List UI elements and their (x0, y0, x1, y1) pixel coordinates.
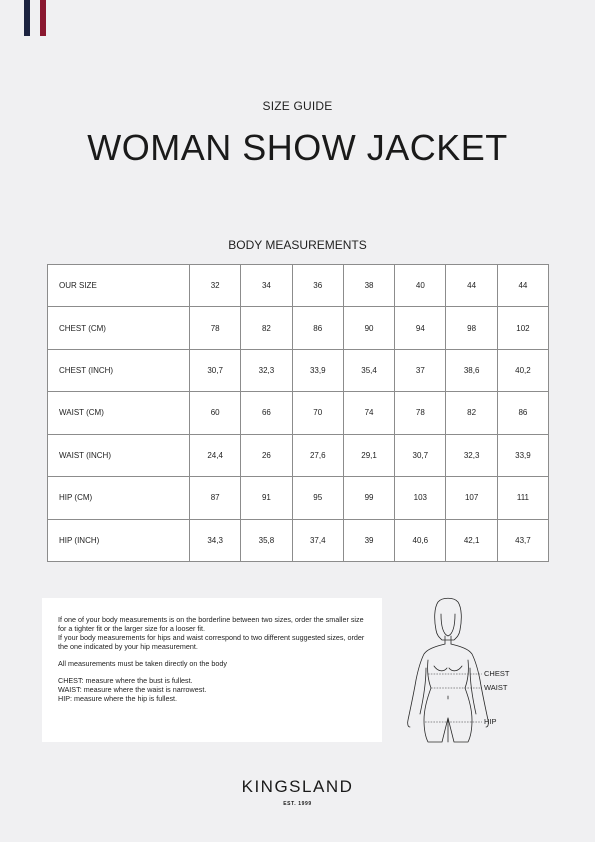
table-cell: 26 (241, 434, 292, 476)
navy-stripe (24, 0, 30, 36)
note-direct: All measurements must be taken directly on the body (58, 659, 227, 668)
table-cell: 82 (241, 307, 292, 349)
table-row (48, 477, 549, 519)
table-cell: 24,4 (190, 434, 241, 476)
white-stripe (32, 0, 38, 36)
table-cell: 38 (343, 265, 394, 307)
table-cell: 40,2 (497, 349, 548, 391)
table-cell: 103 (395, 477, 446, 519)
table-row (48, 265, 549, 307)
table-row (48, 392, 549, 434)
table-cell: 36 (292, 265, 343, 307)
table-row (48, 434, 549, 476)
table-cell: 95 (292, 477, 343, 519)
table-cell: 37 (395, 349, 446, 391)
table-cell: 86 (497, 392, 548, 434)
table-cell: 44 (446, 265, 497, 307)
table-cell: 40 (395, 265, 446, 307)
table-cell: 39 (343, 519, 394, 561)
table-cell: 34,3 (190, 519, 241, 561)
table-cell: 94 (395, 307, 446, 349)
table-cell: 33,9 (292, 349, 343, 391)
table-row (48, 519, 549, 561)
brand-stripes-logo (24, 0, 48, 36)
table-cell: 86 (292, 307, 343, 349)
table-cell: 42,1 (446, 519, 497, 561)
table-cell: 78 (395, 392, 446, 434)
table-cell: 38,6 (446, 349, 497, 391)
table-cell: 33,9 (497, 434, 548, 476)
note-hip: HIP: measure where the hip is fullest. (58, 694, 178, 703)
page-subtitle: SIZE GUIDE (262, 99, 333, 113)
table-cell: 98 (446, 307, 497, 349)
note-hips-waist: If your body measurements for hips and waist correspond to two different suggested sizes, order the one indicated by your hip measurement. (58, 633, 365, 651)
size-table (47, 264, 549, 562)
row-label: OUR SIZE (48, 265, 190, 307)
table-cell: 43,7 (497, 519, 548, 561)
table-cell: 32,3 (446, 434, 497, 476)
page-title: WOMAN SHOW JACKET (87, 127, 508, 168)
table-cell: 37,4 (292, 519, 343, 561)
table-cell: 102 (497, 307, 548, 349)
table-cell: 40,6 (395, 519, 446, 561)
table-cell: 34 (241, 265, 292, 307)
table-cell: 111 (497, 477, 548, 519)
table-cell: 30,7 (395, 434, 446, 476)
row-label: CHEST (INCH) (48, 349, 190, 391)
note-chest: CHEST: measure where the bust is fullest. (58, 676, 193, 685)
table-cell: 66 (241, 392, 292, 434)
body-figure (394, 596, 514, 746)
table-cell: 35,8 (241, 519, 292, 561)
row-label: WAIST (INCH) (48, 434, 190, 476)
table-cell: 91 (241, 477, 292, 519)
brand-logo: KINGSLAND (241, 777, 354, 796)
table-caption: BODY MEASUREMENTS (228, 238, 367, 252)
row-label: HIP (CM) (48, 477, 190, 519)
row-label: WAIST (CM) (48, 392, 190, 434)
table-cell: 99 (343, 477, 394, 519)
chest-label: CHEST (484, 669, 510, 678)
row-label: HIP (INCH) (48, 519, 190, 561)
brand-established: EST. 1999 (283, 801, 312, 807)
row-label: CHEST (CM) (48, 307, 190, 349)
table-row (48, 349, 549, 391)
red-stripe (40, 0, 46, 36)
note-borderline: If one of your body measurements is on the borderline between two sizes, order the smaller size for a tighter fit or the larger size for a looser fit. (58, 615, 364, 633)
table-cell: 32 (190, 265, 241, 307)
table-cell: 35,4 (343, 349, 394, 391)
hip-label: HIP (484, 717, 497, 726)
table-cell: 74 (343, 392, 394, 434)
fit-notes (42, 598, 382, 742)
waist-label: WAIST (484, 683, 508, 692)
table-cell: 90 (343, 307, 394, 349)
table-cell: 30,7 (190, 349, 241, 391)
table-cell: 32,3 (241, 349, 292, 391)
table-cell: 107 (446, 477, 497, 519)
table-cell: 87 (190, 477, 241, 519)
table-cell: 82 (446, 392, 497, 434)
table-row (48, 307, 549, 349)
table-cell: 29,1 (343, 434, 394, 476)
table-cell: 78 (190, 307, 241, 349)
table-cell: 44 (497, 265, 548, 307)
table-cell: 27,6 (292, 434, 343, 476)
table-cell: 70 (292, 392, 343, 434)
table-cell: 60 (190, 392, 241, 434)
note-waist: WAIST: measure where the waist is narrowest. (58, 685, 207, 694)
